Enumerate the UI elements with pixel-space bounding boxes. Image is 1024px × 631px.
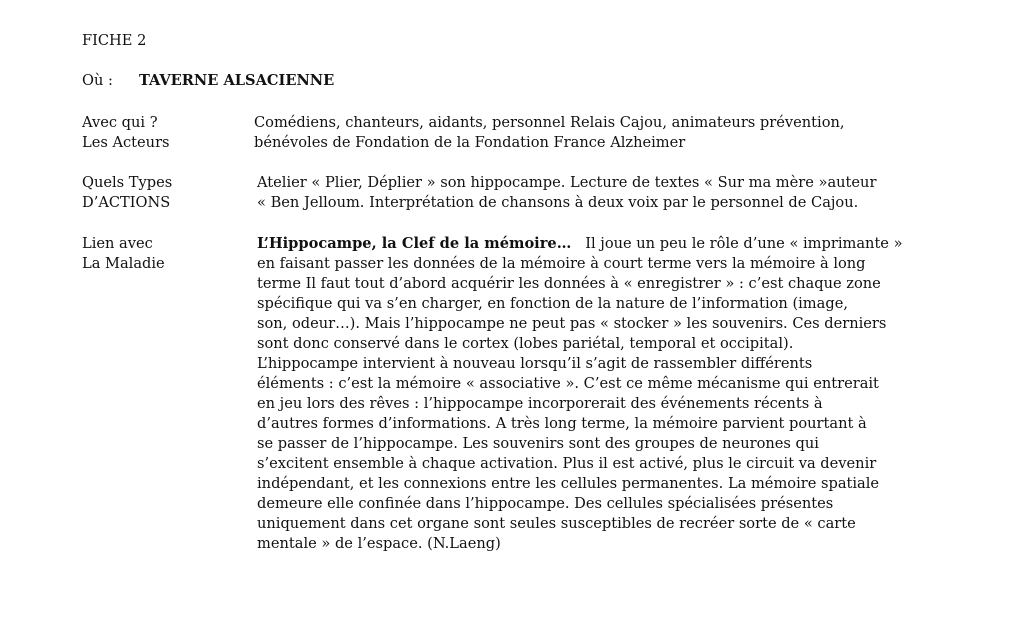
actors-label: Les Acteurs [82,134,170,151]
disease-label: La Maladie [82,255,165,272]
paragraph-line: L’hippocampe intervient à nouveau lorsqu’il s’agit de rassembler différents [257,355,813,372]
paragraph-line: terme Il faut tout d’abord acquérir les données à « enregistrer » : c’est chaque zone [257,275,881,292]
paragraph-first-line-text: Il joue un peu le rôle d’une « imprimante » [571,235,903,252]
location-label: Où : [82,72,113,89]
paragraph-line: s’excitent ensemble à chaque activation. Plus il est activé, plus le circuit va devenir [257,455,877,472]
paragraph-line: indépendant, et les connexions entre les cellules permanentes. La mémoire spatiale [257,475,880,492]
actors-line-2: bénévoles de Fondation de la Fondation France Alzheimer [254,134,686,151]
paragraph-line: spécifique qui va s’en charger, en fonction de la nature de l’information (image, [257,295,848,312]
actors-line-1: Comédiens, chanteurs, aidants, personnel Relais Cajou, animateurs prévention, [254,114,845,131]
with-whom-label: Avec qui ? [82,114,158,131]
paragraph-first-line [257,234,957,254]
fiche-number: FICHE 2 [82,32,147,49]
actions-label: D’ACTIONS [82,194,171,211]
paragraph-line: éléments : c’est la mémoire « associative ». C’est ce même mécanisme qui entrerait [257,375,879,392]
paragraph-line: uniquement dans cet organe sont seules susceptibles de recréer sorte de « carte [257,515,856,532]
paragraph-line: d’autres formes d’informations. A très long terme, la mémoire parvient pourtant à [257,415,867,432]
paragraph-line: mentale » de l’espace. (N.Laeng) [257,535,501,552]
paragraph-line: en jeu lors des rêves : l’hippocampe incorporerait des événements récents à [257,395,823,412]
paragraph-line: son, odeur…). Mais l’hippocampe ne peut pas « stocker » les souvenirs. Ces derniers [257,315,887,332]
location-value: TAVERNE ALSACIENNE [139,72,335,89]
paragraph-line: sont donc conservé dans le cortex (lobes pariétal, temporal et occipital). [257,335,794,352]
disease-link-label: Lien avec [82,235,153,252]
paragraph-line: en faisant passer les données de la mémoire à court terme vers la mémoire à long [257,255,866,272]
paragraph-line: se passer de l’hippocampe. Les souvenirs sont des groupes de neurones qui [257,435,819,452]
disease-link-paragraph [257,234,957,554]
paragraph-title: L’Hippocampe, la Clef de la mémoire… [257,235,572,252]
actions-line-1: Atelier « Plier, Déplier » son hippocampe. Lecture de textes « Sur ma mère »auteur [257,174,877,191]
paragraph-line: demeure elle confinée dans l’hippocampe. Des cellules spécialisées présentes [257,495,834,512]
action-types-label: Quels Types [82,174,173,191]
actions-line-2: « Ben Jelloum. Interprétation de chansons à deux voix par le personnel de Cajou. [257,194,859,211]
